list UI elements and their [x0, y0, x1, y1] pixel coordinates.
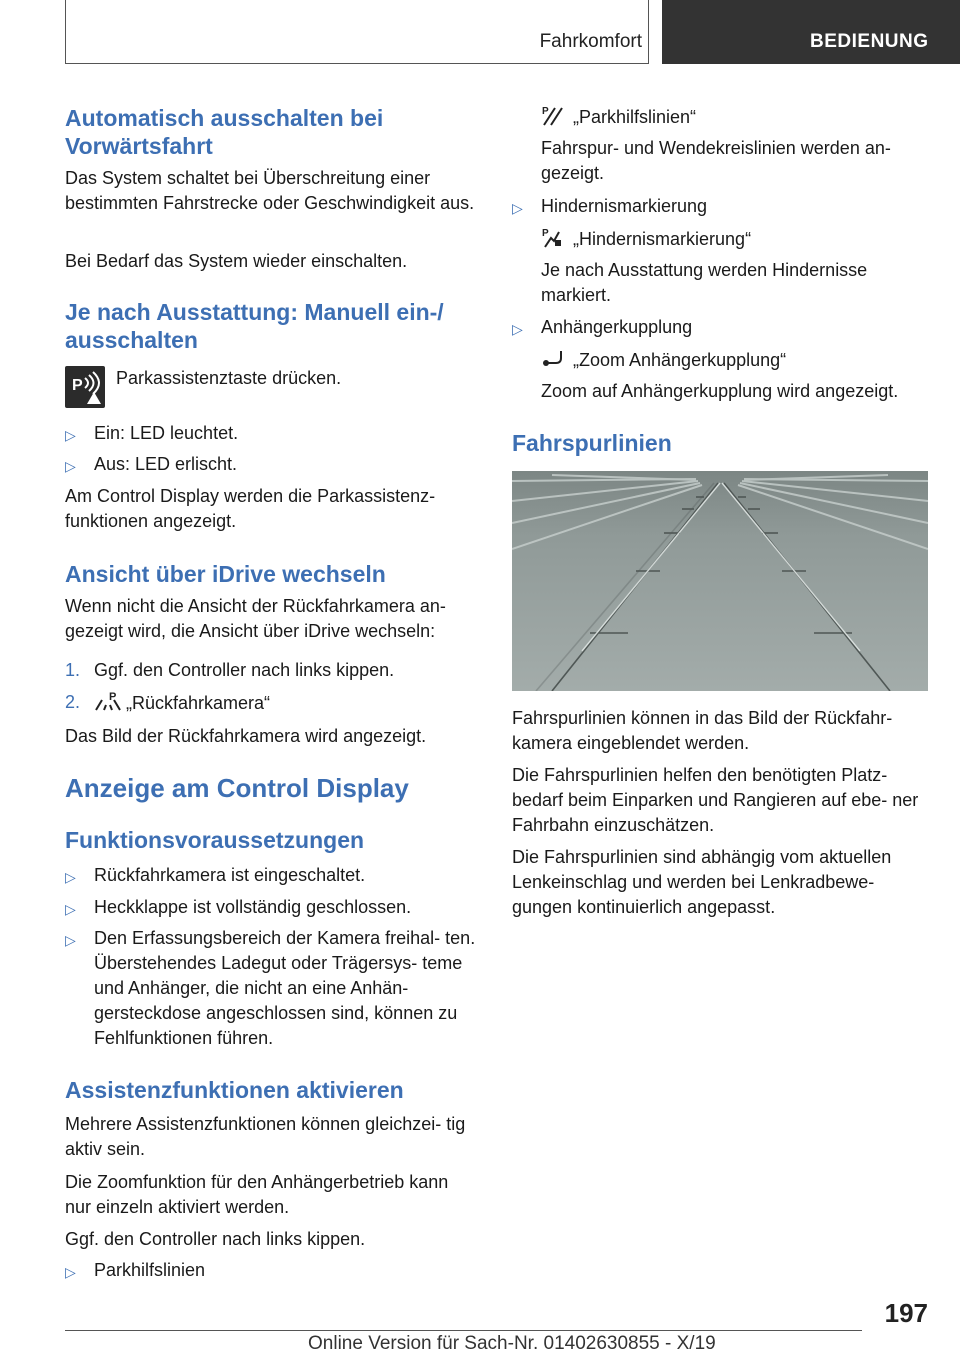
list-item-obstacle: ▷ Hindernismarkierung [512, 194, 932, 219]
bullet-marker: ▷ [512, 321, 523, 337]
button-instruction: Parkassistenztaste drücken. [116, 368, 342, 388]
list-item-led-on: ▷ Ein: LED leuchtet. [65, 421, 477, 446]
footer-divider [65, 1330, 862, 1331]
list-item-camera-on: ▷ Rückfahrkamera ist eingeschaltet. [65, 863, 477, 888]
bullet-marker: ▷ [65, 1264, 76, 1280]
menu-obstacle: P „Hindernismarkierung“ [542, 228, 752, 249]
bullet-marker: ▷ [65, 869, 76, 885]
svg-text:P: P [109, 691, 117, 703]
trailer-hitch-icon [541, 347, 569, 369]
park-assist-button-icon [65, 366, 105, 408]
bullet-marker: ▷ [65, 932, 76, 948]
bullet-marker: ▷ [65, 901, 76, 917]
lane-lines-image [512, 471, 928, 691]
paragraph-lanes-3: Die Fahrspurlinien sind abhängig vom aktuellen Lenkeinschlag und werden bei Lenkradbewe‐ gungen kontinuierlich angepasst. [512, 847, 892, 917]
heading-requirements: Funktionsvoraussetzungen [65, 827, 365, 853]
menu-parking-lines: P „Parkhilfslinien“ [542, 106, 697, 127]
paragraph-assist-3: Ggf. den Controller nach links kippen. [65, 1229, 366, 1249]
bullet-marker: ▷ [65, 427, 76, 443]
paragraph-obstacle: Je nach Ausstattung werden Hindernisse markiert. [541, 260, 868, 305]
rear-camera-icon [94, 690, 122, 712]
paragraph-auto-off-2: Bei Bedarf das System wieder einschalten. [65, 251, 408, 271]
svg-text:P: P [542, 106, 549, 117]
heading-lane-lines: Fahrspurlinien [512, 430, 672, 456]
list-item-parking-lines: ▷ Parkhilfslinien [65, 1258, 477, 1283]
list-item-tailgate: ▷ Heckklappe ist vollständig geschlossen. [65, 895, 477, 920]
paragraph-assist-2: Die Zoomfunktion für den Anhängerbetrieb kann nur einzeln aktiviert werden. [65, 1172, 449, 1217]
paragraph-lanes-1: Fahrspurlinien können in das Bild der Rückfahr‐ kamera eingeblendet werden. [512, 708, 893, 753]
svg-text:P: P [72, 377, 83, 394]
header-section-title: Fahrkomfort [539, 31, 642, 52]
footer-online-version: Online Version für Sach-Nr. 01402630855 - X/19 [308, 1333, 716, 1354]
paragraph-auto-off-1: Das System schaltet bei Überschreitung einer bestimmten Fahrstrecke oder Geschwindigkeit aus. [65, 168, 475, 213]
step-1: 1. Ggf. den Controller nach links kippen. [65, 660, 395, 680]
paragraph-assist-1: Mehrere Assistenzfunktionen können gleichzei‐ tig aktiv sein. [65, 1114, 466, 1159]
paragraph-idrive-result: Das Bild der Rückfahrkamera wird angezeigt. [65, 726, 427, 746]
bullet-marker: ▷ [512, 200, 523, 216]
paragraph-hitch: Zoom auf Anhängerkupplung wird angezeigt. [541, 381, 899, 401]
paragraph-lanes-2: Die Fahrspurlinien helfen den benötigten Platz‐ bedarf beim Einparken und Rangieren auf ebe‐ ner Fahrbahn einzuschätzen. [512, 765, 919, 835]
heading-idrive: Ansicht über iDrive wechseln [65, 561, 386, 587]
paragraph-idrive: Wenn nicht die Ansicht der Rückfahrkamera an‐ gezeigt wird, die Ansicht über iDrive wechseln: [65, 596, 446, 641]
page-number: 197 [884, 1298, 928, 1328]
heading-auto-off: Automatisch ausschalten bei Vorwärtsfahrt [65, 105, 384, 159]
heading-manual: Je nach Ausstattung: Manuell ein-/ ausschalten [65, 299, 444, 353]
list-item-led-off: ▷ Aus: LED erlischt. [65, 452, 477, 477]
step-2: 2. P „Rückfahrkamera“ [65, 691, 271, 713]
bullet-marker: ▷ [65, 458, 76, 474]
list-item-detection-area: ▷ Den Erfassungsbereich der Kamera freihal‐ ten. Überstehendes Ladegut oder Trägersys‐ teme und Anhänger, die nicht an eine Anhän‐ gersteckdose angeschlossen sind, können zu Fehlfunktionen führen. [65, 928, 476, 1048]
list-item-hitch: ▷ Anhängerkupplung [512, 315, 932, 340]
paragraph-manual: Am Control Display werden die Parkassistenz‐ funktionen angezeigt. [65, 486, 436, 531]
header-chapter-tab: BEDIENUNG [662, 0, 960, 64]
paragraph-parking-lines: Fahrspur- und Wendekreislinien werden an‐ gezeigt. [541, 138, 891, 183]
svg-text:P: P [542, 228, 549, 239]
obstacle-marking-icon [541, 226, 569, 248]
heading-assist-activate: Assistenzfunktionen aktivieren [65, 1077, 404, 1103]
parking-lines-icon [541, 104, 569, 126]
menu-hitch: „Zoom Anhängerkupplung“ [512, 347, 932, 373]
heading-control-display: Anzeige am Control Display [65, 773, 409, 803]
